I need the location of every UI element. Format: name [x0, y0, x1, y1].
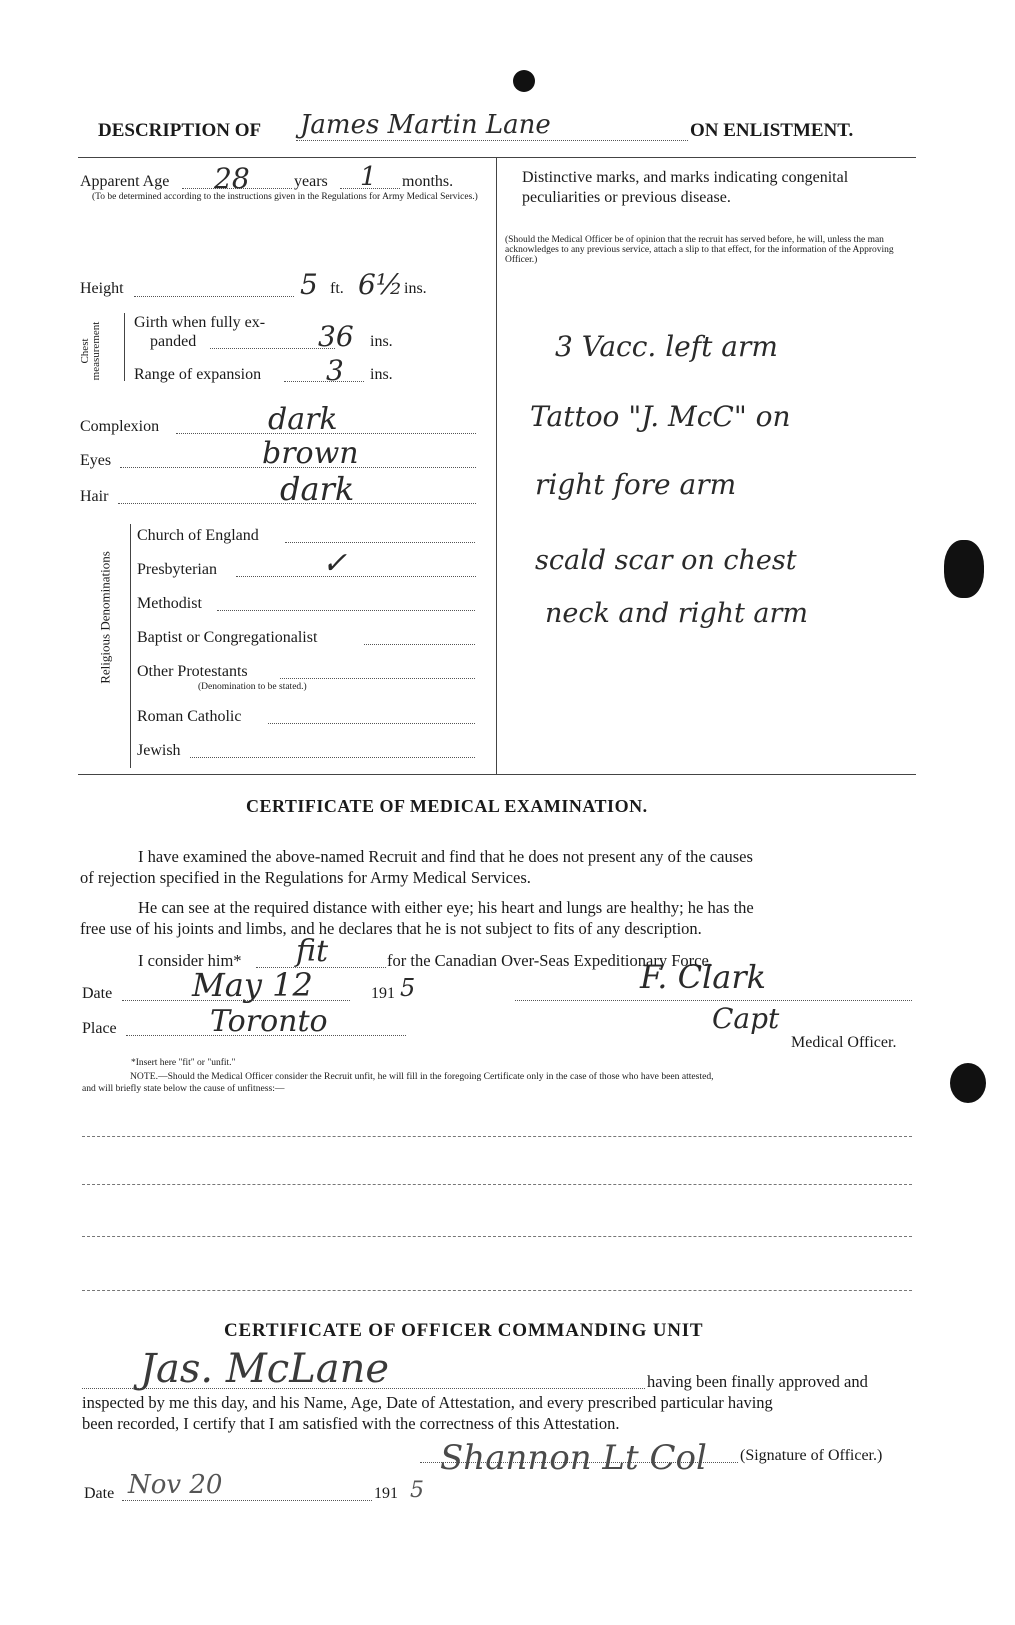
religion-item-baptist: Baptist or Congregationalist — [137, 629, 318, 646]
age-years-label: years — [294, 173, 328, 190]
religion-line-1 — [285, 542, 475, 543]
chest-girth-unit: ins. — [370, 333, 393, 350]
medical-officer-label: Medical Officer. — [791, 1034, 897, 1051]
chest-girth-line — [210, 348, 335, 349]
religion-line-5 — [280, 678, 475, 679]
height-ft-value: 5 — [300, 268, 318, 301]
presbyterian-check-mark: ✓ — [322, 546, 348, 581]
marks-line-4: scald scar on chest — [535, 545, 797, 576]
religion-item-roman-catholic: Roman Catholic — [137, 708, 242, 725]
height-line — [134, 296, 294, 297]
religion-item-jewish: Jewish — [137, 742, 181, 759]
age-months-value: 1 — [360, 162, 377, 192]
age-months-label: months. — [402, 173, 454, 190]
marks-note: (Should the Medical Officer be of opinion that the recruit has served before, he will, unless the man acknowledges to any previous service, attach a slip to that effect, for the information of the Approving Officer.) — [505, 235, 894, 265]
commanding-line3: been recorded, I certify that I am satisfied with the correctness of this Attestation. — [82, 1414, 620, 1433]
commanding-line1-tail: having been finally approved and — [647, 1372, 868, 1391]
hair-value: dark — [280, 470, 355, 508]
medical-signature-line — [515, 1000, 912, 1001]
medical-para1-line1: I have examined the above-named Recruit and find that he does not present any of the causes — [138, 847, 753, 866]
age-label: Apparent Age — [80, 173, 170, 190]
religion-item-other-protestants: Other Protestants — [137, 663, 248, 680]
religion-item-presbyterian: Presbyterian — [137, 561, 217, 578]
insert-note: *Insert here "fit" or "unfit." — [131, 1058, 236, 1068]
marks-line-1: 3 Vacc. left arm — [555, 330, 778, 363]
religion-line-7 — [190, 757, 475, 758]
chest-range-unit: ins. — [370, 366, 393, 383]
height-ins-label: ins. — [404, 280, 427, 297]
medical-place-value: Toronto — [210, 1004, 328, 1039]
religion-item-church-of-england: Church of England — [137, 527, 259, 544]
chest-range-label: Range of expansion — [134, 366, 262, 383]
medical-para2-line1: He can see at the required distance with either eye; his heart and lungs are healthy; he has the — [138, 898, 754, 917]
religion-bracket — [130, 524, 131, 768]
religion-item-methodist: Methodist — [137, 595, 202, 612]
medical-date-value: May 12 — [192, 966, 313, 1004]
medical-year-prefix: 191 — [371, 985, 395, 1002]
chest-girth-label-2: panded — [150, 333, 197, 350]
commanding-year-prefix: 191 — [374, 1485, 398, 1502]
age-years-value: 28 — [214, 162, 250, 195]
medical-para1-line2: of rejection specified in the Regulations for Army Medical Services. — [80, 868, 531, 887]
commanding-date-value: Nov 20 — [128, 1470, 223, 1500]
medical-officer-rank: Capt — [712, 1002, 780, 1035]
recruit-name-line — [296, 140, 688, 141]
force-label: for the Canadian Over-Seas Expeditionary Force. — [387, 951, 713, 970]
chest-range-line — [284, 381, 364, 382]
medical-year-value: 5 — [400, 974, 416, 1002]
chest-range-value: 3 — [326, 354, 344, 387]
chest-girth-value: 36 — [318, 320, 354, 353]
commanding-line2: inspected by me this day, and his Name, Age, Date of Attestation, and every prescribed particular having — [82, 1393, 773, 1412]
height-ft-label: ft. — [330, 280, 344, 297]
chest-bracket — [124, 313, 125, 381]
unfitness-line-2 — [82, 1184, 912, 1185]
unfitness-line-3 — [82, 1236, 912, 1237]
marks-line-3: right fore arm — [535, 468, 737, 501]
religion-line-4 — [364, 644, 475, 645]
commanding-officer-signature: Shannon Lt Col — [440, 1438, 707, 1478]
chest-group-label: Chest measurement — [79, 321, 102, 381]
medical-date-label: Date — [82, 985, 113, 1002]
ink-blot-right-lower — [950, 1063, 986, 1103]
eyes-label: Eyes — [80, 452, 112, 469]
marks-line-5: neck and right arm — [545, 598, 809, 629]
header-rule — [78, 157, 916, 158]
chest-girth-label-1: Girth when fully ex- — [134, 314, 266, 331]
column-divider — [496, 157, 497, 774]
commanding-date-line — [122, 1500, 372, 1501]
eyes-value: brown — [262, 436, 359, 471]
medical-para2-line2: free use of his joints and limbs, and he declares that he is not subject to fits of any description. — [80, 919, 702, 938]
marks-label: Distinctive marks, and marks indicating congenital peculiarities or previous disease. — [522, 169, 849, 206]
recruit-name: James Martin Lane — [300, 110, 551, 140]
header-on-enlistment: ON ENLISTMENT. — [690, 120, 854, 141]
religion-line-3 — [217, 610, 475, 611]
commanding-certificate-title: CERTIFICATE OF OFFICER COMMANDING UNIT — [224, 1320, 704, 1341]
unfitness-line-1 — [82, 1136, 912, 1137]
marks-line-2: Tattoo "J. McC" on — [530, 400, 791, 433]
age-note: (To be determined according to the instructions given in the Regulations for Army Medical Services.) — [92, 192, 478, 202]
complexion-value: dark — [268, 402, 338, 437]
religion-other-note: (Denomination to be stated.) — [198, 682, 307, 692]
religion-line-6 — [268, 723, 475, 724]
commanding-recruit-name: Jas. McLane — [140, 1346, 390, 1392]
complexion-label: Complexion — [80, 418, 160, 435]
religion-line-2 — [236, 576, 476, 577]
height-label: Height — [80, 280, 124, 297]
top-section-bottom-rule — [78, 774, 916, 775]
unfit-note-line1: NOTE.—Should the Medical Officer consider the Recruit unfit, he will fill in the foregoing Certificate only in the case of those who have been attested, — [130, 1071, 714, 1082]
fit-value: fit — [296, 934, 329, 969]
medical-place-label: Place — [82, 1020, 117, 1037]
height-ins-value: 6½ — [358, 268, 403, 301]
hair-label: Hair — [80, 488, 109, 505]
commanding-signature-label: (Signature of Officer.) — [740, 1447, 883, 1464]
consider-label: I consider him* — [138, 951, 242, 970]
commanding-date-label: Date — [84, 1485, 115, 1502]
unfitness-line-4 — [82, 1290, 912, 1291]
unfit-note-line2: and will briefly state below the cause of unfitness:— — [82, 1083, 285, 1094]
ink-blot-right-upper — [944, 540, 984, 598]
header-description-of: DESCRIPTION OF — [98, 120, 262, 141]
medical-officer-signature: F. Clark — [640, 958, 767, 996]
ink-blot-top — [513, 70, 535, 92]
commanding-year-value: 5 — [410, 1478, 424, 1503]
religion-group-label: Religious Denominations — [97, 551, 113, 684]
medical-certificate-title: CERTIFICATE OF MEDICAL EXAMINATION. — [246, 796, 648, 816]
